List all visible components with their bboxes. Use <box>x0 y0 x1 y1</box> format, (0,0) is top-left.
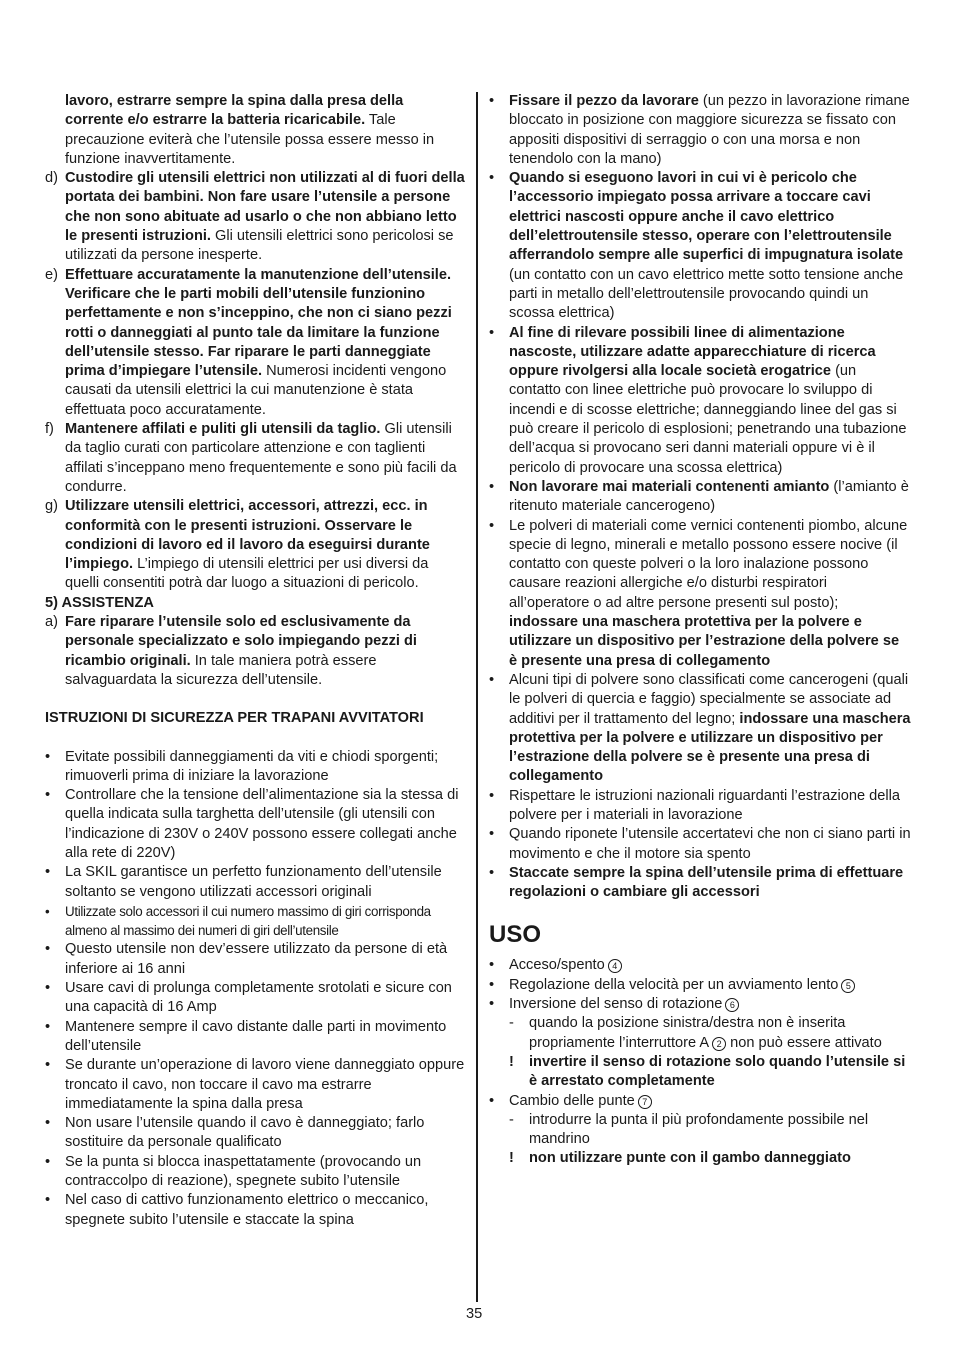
list-item: • Fissare il pezzo da lavorare (un pezzo in lavorazione rimane bloccato in posizione con maggiore sicurezza se fissato con appositi dispositivi di serraggio o con una morsa e non tenendolo con la mano) <box>489 93 910 167</box>
list-item: • Se la punta si blocca inaspettatamente (provocando un contraccolpo di reazione), spegnete subito l’utensile <box>45 1153 422 1190</box>
list-item: • Controllare che la tensione dell’alimentazione sia la stessa di quella indicata sulla targhetta dell’utensile (gli utensili con l’indicazione di 230V o 240V possono essere collegati anche alla rete di 220V) <box>45 787 459 861</box>
section-heading-assistenza: 5) ASSISTENZA <box>45 594 154 611</box>
uso-on-off: • Acceso/spento 4 <box>489 956 911 975</box>
uso-speed: • Regolazione della velocità per un avviamento lento 5 <box>489 976 911 995</box>
section-heading-safety: ISTRUZIONI DI SICUREZZA PER TRAPANI AVVITATORI <box>45 710 424 727</box>
list-item: • Quando riponete l’utensile accertatevi che non ci siano parti in movimento e che il motore sia spento <box>489 826 911 862</box>
list-item: • Se durante un’operazione di lavoro viene danneggiato oppure troncato il cavo, non toccare il cavo ma estrarre immediatamente la spina dalla presa <box>45 1057 465 1112</box>
figure-ref-2: 2 <box>712 1037 726 1051</box>
list-item: • Mantenere sempre il cavo distante dalle parti in movimento dell’utensile <box>45 1018 447 1054</box>
list-item: • Questo utensile non dev’essere utilizzato da persone di età inferiore ai 16 anni <box>45 941 448 977</box>
item-d: d) Custodire gli utensili elettrici non utilizzati al di fuori della portata dei bambini. Non fare usare l’utensile a persone che non sono abituate ad usarlo o che non abbiano letto le presenti istruzioni. Gli utensili elettrici sono pericolosi se utilizzati da persone inesperte. <box>45 170 465 264</box>
list-item: • Quando si eseguono lavori in cui vi è pericolo che l’accessorio impiegato possa arrivare a toccare cavi elettrici nascosti oppure anche il cavo elettrico dell’elettroutensile stesso, operare con l’elettroutensile afferrandolo sempre alle superfici di impugnatura isolate (un contatto con un cavo elettrico mette sotto tensione anche parti in metallo dell’elettroutensile provocando quindi un scossa elettrica) <box>489 170 904 322</box>
uso-bits-sub: - introdurre la punta il più profondamente possibile nel mandrino <box>509 1111 869 1148</box>
uso-bits: • Cambio delle punte 7 <box>489 1092 911 1111</box>
figure-ref-5: 5 <box>841 979 855 993</box>
list-item: • Non usare l’utensile quando il cavo è danneggiato; farlo sostituire da personale qualificato <box>45 1115 425 1151</box>
right-column <box>489 92 911 1169</box>
list-item: • La SKIL garantisce un perfetto funzionamento dell’utensile soltanto se vengono utilizzati accessori originali <box>45 864 442 900</box>
item-assistenza-a: a) Fare riparare l’utensile solo ed esclusivamente da personale specializzato e solo impiegando pezzi di ricambio originali. In tale maniera potrà essere salvaguardata la sicurezza dell’utensile. <box>45 614 417 688</box>
list-item: • Utilizzate solo accessori il cui numero massimo di giri corrisponda almeno al massimo dei numeri di giri dell’utensile <box>45 903 431 939</box>
list-item: • Le polveri di materiali come vernici contenenti piombo, alcune specie di legno, minerali e metallo possono essere nocive (il contatto con queste polveri o la loro inalazione possono causare reazioni allergiche e/o disturbi respiratori all’operatore o ad altre persone presenti sul posto); indossare una maschera protettiva per la polvere e utilizzare un dispositivo per l’estrazione della polvere se è presente una presa di collegamento <box>489 517 908 669</box>
uso-reverse: • Inversione del senso di rotazione 6 <box>489 995 911 1014</box>
item-c-continuation: lavoro, estrarre sempre la spina dalla presa della corrente e/o estrarre la batteria ricaricabile. Tale precauzione eviterà che l’utensile possa essere messo in funzione inavvertitamente. <box>65 93 435 167</box>
list-item: • Rispettare le istruzioni nazionali riguardanti l’estrazione della polvere per i materiali in lavorazione <box>489 787 900 823</box>
list-item: • Evitate possibili danneggiamenti da viti e chiodi sporgenti; rimuoverli prima di iniziare la lavorazione <box>45 748 439 784</box>
list-item: • Usare cavi di prolunga completamente srotolati e sicure con una capacità di 16 Amp <box>45 980 452 1016</box>
left-column <box>45 92 465 1230</box>
item-e: e) Effettuare accuratamente la manutenzione dell’utensile. Verificare che le parti mobili dell’utensile funzionino perfettamente e non s’inceppino, che non ci siano pezzi rotti o danneggiati al punto tale da limitare la funzione dell’utensile stesso. Far riparare le parti danneggiate prima d’impiegare l’utensile. Numerosi incidenti vengono causati da utensili elettrici la cui manutenzione è stata effettuata poco accuratamente. <box>45 266 452 418</box>
page-number: 35 <box>466 1306 483 1322</box>
list-item: • Alcuni tipi di polvere sono classificati come cancerogeni (quali le polveri di quercia e faggio) specialmente se associate ad additivi per il trattamento del legno; indossare una maschera protettiva per la polvere e utilizzare un dispositivo per l’estrazione della polvere se è presente una presa di collegamento <box>489 671 911 785</box>
item-g: g) Utilizzare utensili elettrici, accessori, attrezzi, ecc. in conformità con le presenti istruzioni. Osservare le condizioni di lavoro ed il lavoro da eseguirsi durante l’impiego. L’impiego di utensili elettrici per usi diversi da quelli consentiti potrà dar luogo a situazioni di pericolo. <box>45 498 430 592</box>
uso-reverse-warning: ! invertire il senso di rotazione solo quando l’utensile si è arrestato completamente <box>509 1053 906 1090</box>
column-divider <box>476 92 478 1302</box>
uso-bits-warning: ! non utilizzare punte con il gambo danneggiato <box>509 1150 851 1167</box>
section-heading-uso: USO <box>489 921 542 949</box>
list-item: • Al fine di rilevare possibili linee di alimentazione nascoste, utilizzare adatte apparecchiature di ricerca oppure rivolgersi alla locale società erogatrice (un contatto con linee elettriche può provocare lo sviluppo di incendi e di scosse elettriche; danneggiando linee del gas si può creare il pericolo di esplosioni; penetrando una tubazione dell’acqua si provocano seri danni materiali oppure vi è il pericolo di provocare una scossa elettrica) <box>489 324 907 476</box>
item-f: f) Mantenere affilati e puliti gli utensili da taglio. Gli utensili da taglio curati con particolare attenzione e con taglienti affilati s’inceppano meno frequentemente e sono più facili da condurre. <box>45 421 457 495</box>
figure-ref-6: 6 <box>725 998 739 1012</box>
list-item: • Nel caso di cattivo funzionamento elettrico o meccanico, spegnete subito l’utensile e staccate la spina <box>45 1192 429 1228</box>
list-item: • Staccate sempre la spina dell’utensile prima di effettuare regolazioni o cambiare gli accessori <box>489 864 904 901</box>
list-item: • Non lavorare mai materiali contenenti amianto (l’amianto è ritenuto materiale cancerogeno) <box>489 478 909 515</box>
uso-reverse-sub: - quando la posizione sinistra/destra non è inserita propriamente l’interruttore A 2 non può essere attivato <box>509 1015 882 1051</box>
figure-ref-7: 7 <box>638 1095 652 1109</box>
figure-ref-4: 4 <box>608 959 622 973</box>
